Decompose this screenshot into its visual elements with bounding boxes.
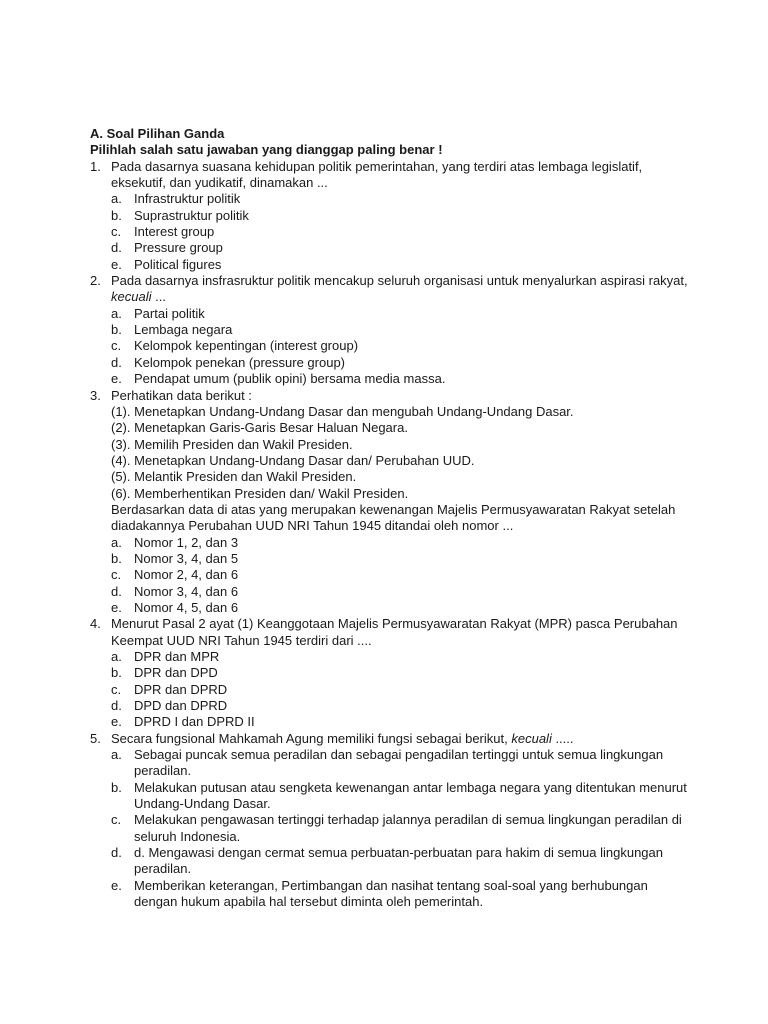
option-e: e. DPRD I dan DPRD II <box>111 714 255 730</box>
question-text: Pada dasarnya suasana kehidupan politik pemerintahan, yang terdiri atas lembaga legislatif, eksekutif, dan yudikatif, dinamakan ... <box>111 158 643 191</box>
question-text: Perhatikan data berikut : <box>111 387 252 403</box>
question-4 <box>90 616 690 730</box>
option-a: a. Nomor 1, 2, dan 3 <box>111 534 239 550</box>
option-d: d. Pressure group <box>111 240 223 256</box>
question-number: 3. <box>90 387 101 403</box>
option-b: b. Melakukan putusan atau sengketa kewenangan antar lembaga negara yang ditentukan menurut Undang-Undang Dasar. <box>111 779 687 812</box>
option-c: c. DPR dan DPRD <box>111 681 228 697</box>
option-b: b. Nomor 3, 4, dan 5 <box>111 550 239 566</box>
question-5 <box>90 731 690 911</box>
option-c: c. Melakukan pengawasan tertinggi terhadap jalannya peradilan di semua lingkungan peradilan di seluruh Indonesia. <box>111 812 682 844</box>
option-c: c. Kelompok kepentingan (interest group) <box>111 338 359 354</box>
option-a: a. Partai politik <box>111 305 205 321</box>
question-stem: Berdasarkan data di atas yang merupakan kewenangan Majelis Permusyawaratan Rakyat setelah diadakannya Perubahan UUD NRI Tahun 1945 ditandai oleh nomor ... <box>111 501 676 534</box>
option-d: d. DPD dan DPRD <box>111 698 228 714</box>
data-item: (2). Menetapkan Garis-Garis Besar Haluan Negara. <box>111 420 408 436</box>
emphasis-kecuali: kecuali <box>111 289 152 305</box>
option-e: e. Pendapat umum (publik opini) bersama media massa. <box>111 371 446 387</box>
emphasis-kecuali: kecuali <box>511 730 552 746</box>
option-b: b. Lembaga negara <box>111 322 233 338</box>
question-text: Secara fungsional Mahkamah Agung memiliki fungsi sebagai berikut, kecuali ..... <box>111 730 574 746</box>
option-d: d. Kelompok penekan (pressure group) <box>111 354 346 370</box>
option-d: d. d. Mengawasi dengan cermat semua perbuatan-perbuatan para hakim di semua lingkungan peradilan. <box>111 845 663 877</box>
option-b: b. DPR dan DPD <box>111 665 218 681</box>
question-3 <box>90 388 690 617</box>
option-e: e. Political figures <box>111 256 222 272</box>
question-text: Menurut Pasal 2 ayat (1) Keanggotaan Majelis Permusyawaratan Rakyat (MPR) pasca Perubahan Keempat UUD NRI Tahun 1945 terdiri dari .... <box>111 616 678 648</box>
option-d: d. Nomor 3, 4, dan 6 <box>111 583 239 599</box>
option-c: c. Interest group <box>111 224 215 240</box>
option-a: a. DPR dan MPR <box>111 649 220 664</box>
option-a: a. Infrastruktur politik <box>111 191 241 207</box>
question-1 <box>90 159 690 273</box>
question-number: 1. <box>90 158 101 174</box>
question-number: 2. <box>90 273 101 289</box>
data-item: (6). Memberhentikan Presiden dan/ Wakil Presiden. <box>111 485 409 501</box>
option-b: b. Suprastruktur politik <box>111 207 249 223</box>
data-item: (3). Memilih Presiden dan Wakil Presiden. <box>111 436 353 452</box>
question-2 <box>90 273 690 387</box>
question-number: 5. <box>90 730 101 746</box>
data-item: (5). Melantik Presiden dan Wakil Presiden. <box>111 469 357 485</box>
instruction-text: Pilihlah salah satu jawaban yang dianggap paling benar ! <box>90 142 443 158</box>
option-a: a. Sebagai puncak semua peradilan dan sebagai pengadilan tertinggi untuk semua lingkungan peradilan. <box>111 747 664 779</box>
data-item: (1). Menetapkan Undang-Undang Dasar dan mengubah Undang-Undang Dasar. <box>111 403 574 419</box>
question-number: 4. <box>90 616 101 632</box>
option-e: e. Nomor 4, 5, dan 6 <box>111 599 239 615</box>
quiz-content <box>90 126 690 911</box>
question-text: Pada dasarnya insfrasruktur politik mencakup seluruh organisasi untuk menyalurkan aspirasi rakyat, kecuali ... <box>111 273 688 305</box>
section-title: A. Soal Pilihan Ganda <box>90 126 225 141</box>
option-e: e. Memberikan keterangan, Pertimbangan dan nasihat tentang soal-soal yang berhubungan dengan hukum apabila hal tersebut diminta oleh pemerintah. <box>111 877 648 910</box>
data-item: (4). Menetapkan Undang-Undang Dasar dan/ Perubahan UUD. <box>111 452 475 468</box>
option-c: c. Nomor 2, 4, dan 6 <box>111 567 239 583</box>
